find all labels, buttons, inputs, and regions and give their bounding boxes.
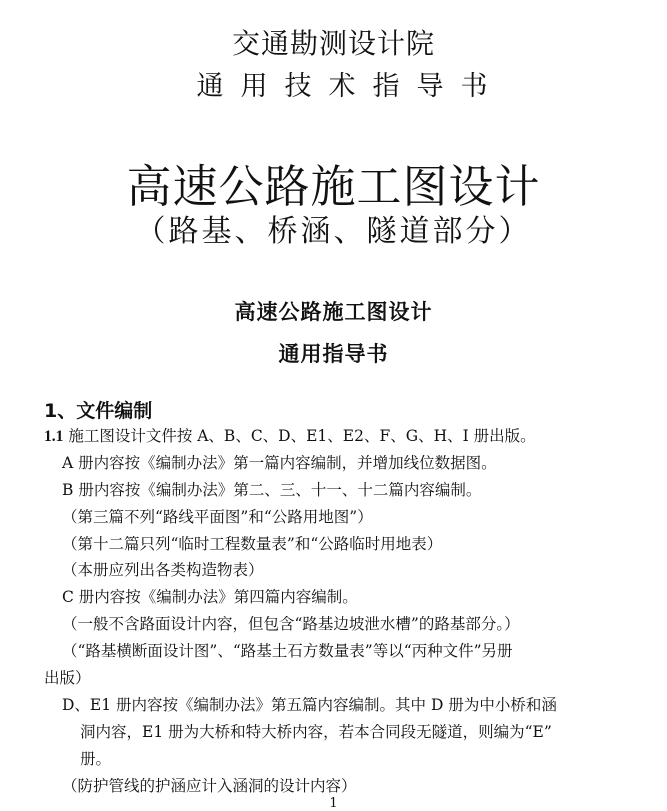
- body-line: （第十二篇只列“临时工程数量表”和“公路临时用地表）: [62, 535, 443, 553]
- body-line: 洞内容，E1 册为大桥和特大桥内容，若本合同段无隧道，则编为“E”: [80, 723, 552, 741]
- body-line: （防护管线的护涵应计入涵洞的设计内容）: [62, 777, 357, 795]
- doc-heading-line1: 高速公路施工图设计: [234, 300, 433, 324]
- document-type: 通用技术指导书: [196, 71, 505, 102]
- organization-name: 交通勘测设计院: [231, 27, 435, 60]
- page-number: 1: [329, 796, 338, 811]
- body-line: A 册内容按《编制办法》第一篇内容编制，并增加线位数据图。: [62, 454, 497, 472]
- item-number: 1.1: [44, 428, 64, 445]
- item-text: 施工图设计文件按 A、B、C、D、E1、E2、F、G、H、I 册出版。: [68, 427, 536, 445]
- body-line: （“路基横断面设计图”、“路基土石方数量表”等以“丙种文件”另册: [62, 642, 513, 660]
- body-line: 册。: [80, 750, 112, 768]
- section-heading: 1、文件编制: [44, 400, 153, 422]
- title-scope: （路基、桥涵、隧道部分）: [135, 214, 532, 249]
- body-line: （一般不含路面设计内容，但包含“路基边坡泄水槽”的路基部分。）: [62, 615, 520, 633]
- item-1-1: [44, 426, 536, 447]
- body-line: B 册内容按《编制办法》第二、三、十一、十二篇内容编制。: [62, 481, 482, 499]
- body-line: 出版）: [44, 669, 91, 687]
- doc-heading-line2: 通用指导书: [278, 342, 389, 366]
- body-line: （本册应列出各类构造物表）: [62, 561, 264, 579]
- body-line: （第三篇不列“路线平面图”和“公路用地图”）: [62, 508, 373, 526]
- body-line: C 册内容按《编制办法》第四篇内容编制。: [62, 588, 358, 606]
- body-line: D、E1 册内容按《编制办法》第五篇内容编制。其中 D 册为中小桥和涵: [62, 696, 557, 714]
- main-title: 高速公路施工图设计: [126, 160, 541, 213]
